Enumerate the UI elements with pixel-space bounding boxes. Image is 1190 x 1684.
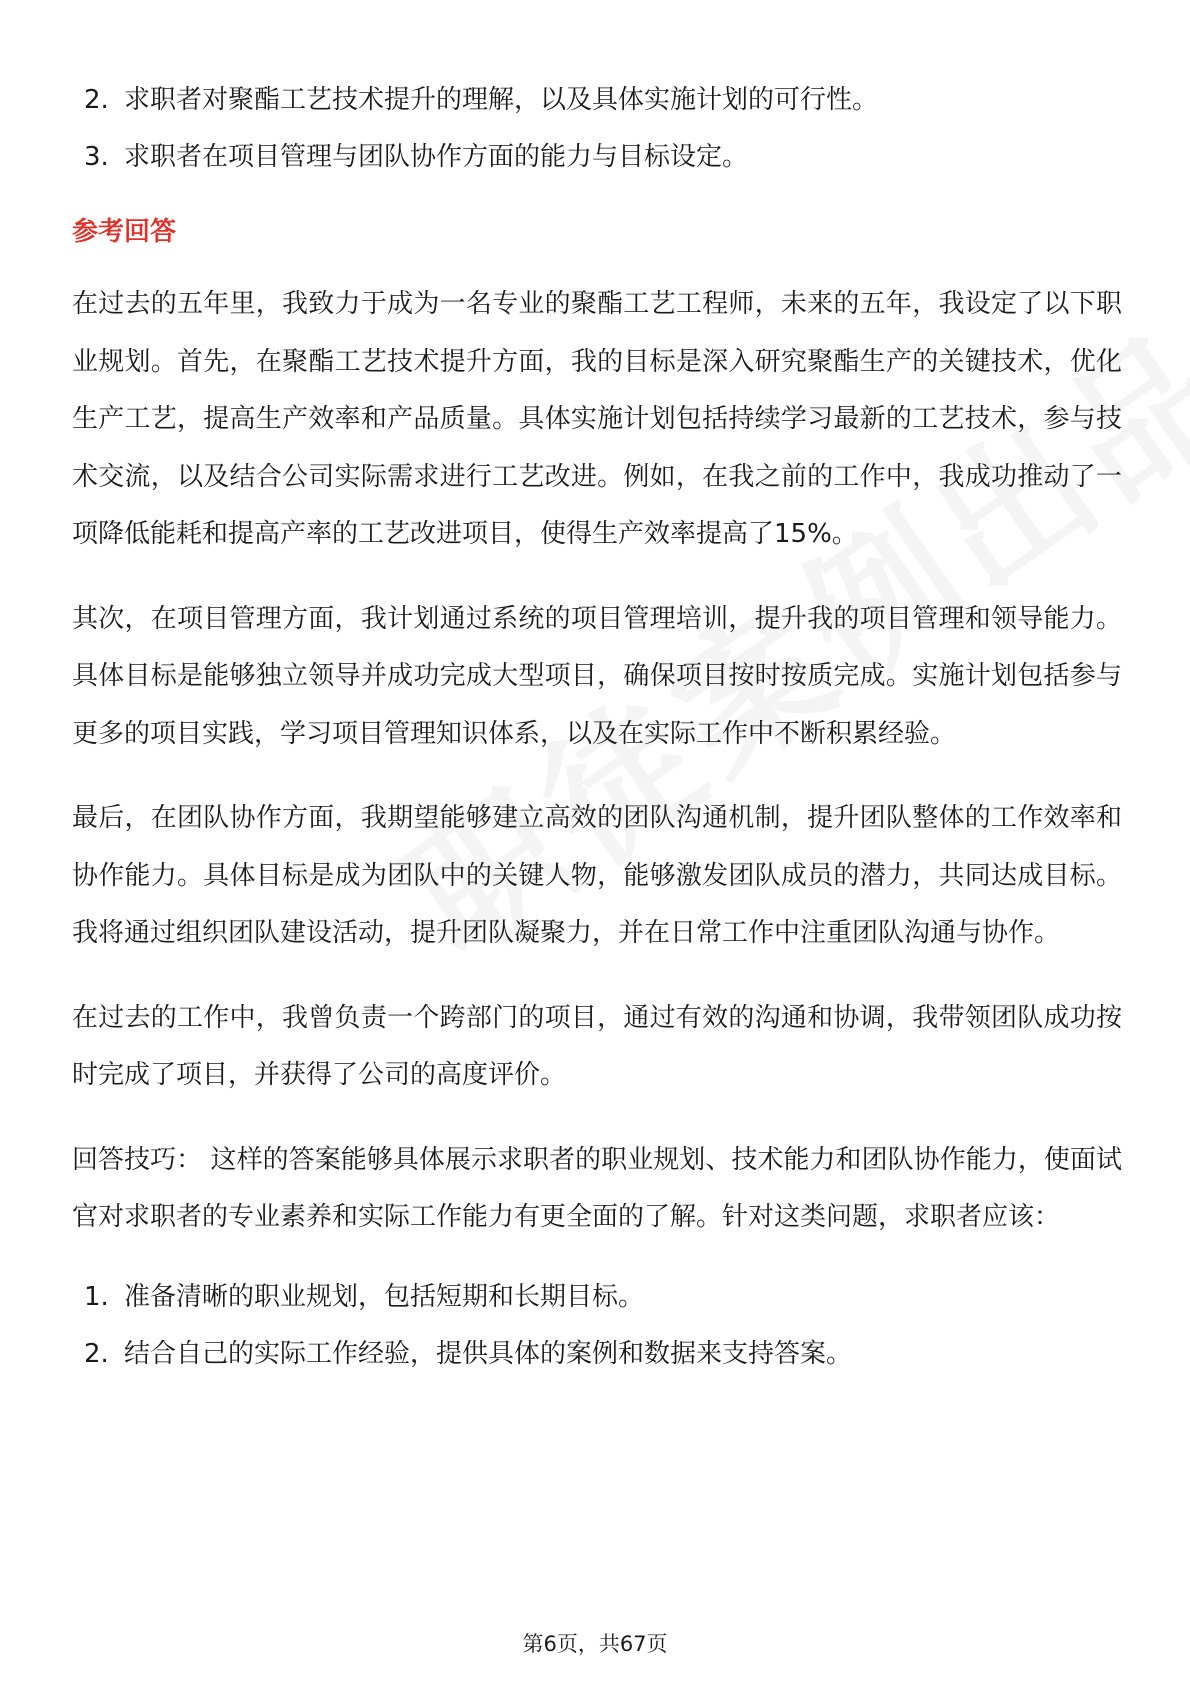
tips-list: [72, 1269, 1122, 1383]
list-item-text: 结合自己的实际工作经验，提供具体的案例和数据来支持答案。: [124, 1338, 853, 1369]
list-item: [72, 72, 1122, 129]
page-content: [72, 72, 1122, 1383]
list-item-text: 求职者对聚酯工艺技术提升的理解，以及具体实施计划的可行性。: [124, 85, 879, 115]
answer-paragraph: 在过去的五年里，我致力于成为一名专业的聚酯工艺工程师，未来的五年，我设定了以下职业规划。首先，在聚酯工艺技术提升方面，我的目标是深入研究聚酯生产的关键技术，优化生产工艺，提高生产效率和产品质量。具体实施计划包括持续学习最新的工艺技术，参与技术交流，以及结合公司实际需求进行工艺改进。例如，在我之前的工作中，我成功推动了一项降低能耗和提高产率的工艺改进项目，使得生产效率提高了15%。: [72, 289, 1122, 549]
answer-paragraph: 其次，在项目管理方面，我计划通过系统的项目管理培训，提升我的项目管理和领导能力。具体目标是能够独立领导并成功完成大型项目，确保项目按时按质完成。实施计划包括参与更多的项目实践，学习项目管理知识体系，以及在实际工作中不断积累经验。: [72, 603, 1122, 749]
answer-paragraph: 最后，在团队协作方面，我期望能够建立高效的团队沟通机制，提升团队整体的工作效率和协作能力。具体目标是成为团队中的关键人物，能够激发团队成员的潜力，共同达成目标。我将通过组织团队建设活动，提升团队凝聚力，并在日常工作中注重团队沟通与协作。: [72, 803, 1122, 948]
list-item-text: 求职者在项目管理与团队协作方面的能力与目标设定。: [124, 142, 749, 172]
section-title-reference-answer: 参考回答: [72, 217, 177, 247]
answer-paragraph: 在过去的工作中，我曾负责一个跨部门的项目，通过有效的沟通和协调，我带领团队成功按时完成了项目，并获得了公司的高度评价。: [72, 1002, 1122, 1090]
list-item-number: 2.: [84, 1338, 109, 1369]
list-item-number: 3.: [84, 142, 109, 172]
list-item: [72, 1326, 1122, 1383]
answer-tips: 回答技巧： 这样的答案能够具体展示求职者的职业规划、技术能力和团队协作能力，使面试官对求职者的专业素养和实际工作能力有更全面的了解。针对这类问题，求职者应该：: [72, 1144, 1122, 1232]
list-item-number: 2.: [84, 85, 109, 115]
evaluation-points-list: [72, 72, 1122, 186]
page-number-footer: 第6页，共67页: [522, 1632, 668, 1656]
list-item: [72, 1269, 1122, 1326]
list-item-number: 1.: [84, 1281, 109, 1312]
list-item-text: 准备清晰的职业规划，包括短期和长期目标。: [124, 1281, 645, 1312]
list-item: [72, 129, 1122, 186]
